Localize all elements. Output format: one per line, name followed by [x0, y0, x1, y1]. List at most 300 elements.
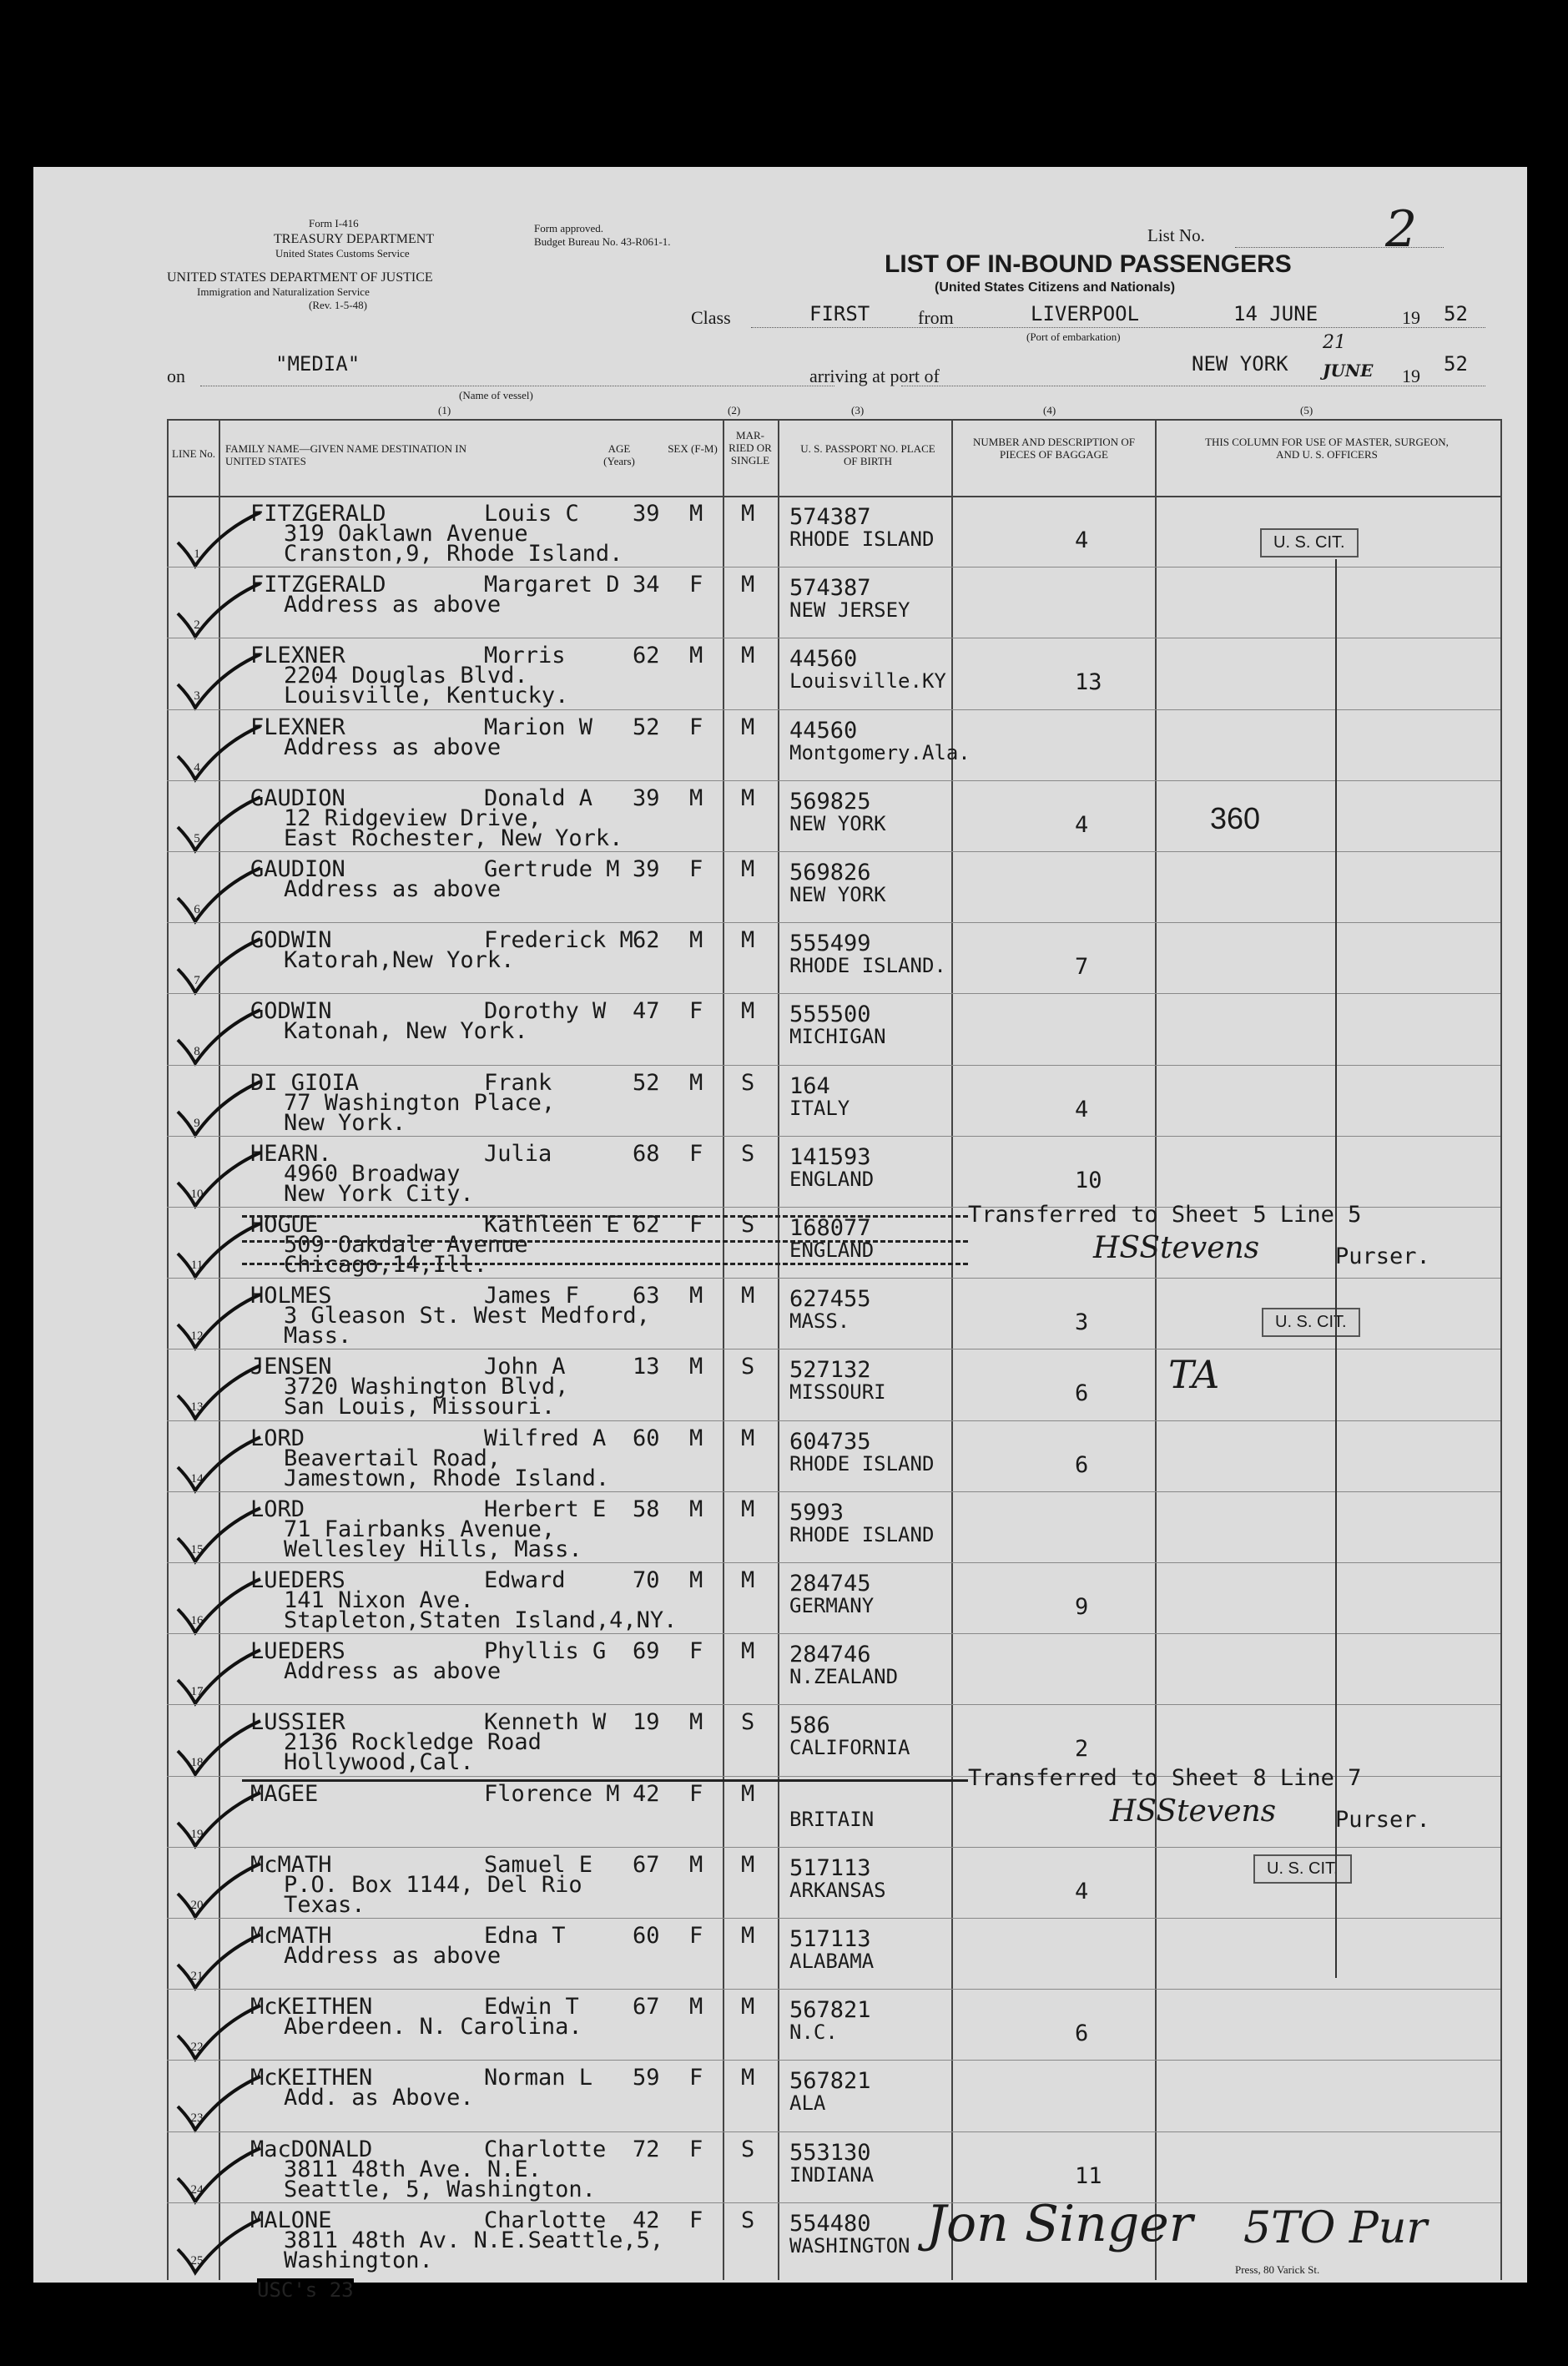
- family-name: HOGUE: [250, 1212, 319, 1238]
- departure-day: 14 JUNE: [1233, 302, 1318, 325]
- place-of-birth: Louisville.KY: [789, 669, 946, 694]
- address-line-1: Address as above: [284, 1943, 502, 1969]
- checkmark-icon: [174, 1005, 265, 1072]
- family-name: LUSSIER: [250, 1709, 345, 1736]
- checkmark-icon: [174, 1788, 265, 1854]
- place-of-birth: RHODE ISLAND: [789, 1451, 935, 1476]
- given-name: Edna T: [484, 1923, 566, 1949]
- row-divider: [167, 2060, 1500, 2061]
- us-cit-stamp: U. S. CIT.: [1262, 1308, 1360, 1337]
- checkmark-icon: [174, 507, 265, 574]
- age: 67: [633, 1851, 660, 1878]
- printer-credit: Press, 80 Varick St.: [1235, 2263, 1320, 2276]
- transfer-note-19: Transferred to Sheet 8 Line 7: [968, 1765, 1362, 1791]
- row-divider: [167, 1989, 1500, 1990]
- vessel-name: "MEDIA": [275, 352, 360, 376]
- line-number: 3: [194, 689, 200, 704]
- address-line-2: Jamestown, Rhode Island.: [284, 1465, 610, 1491]
- passport-number: 553130: [789, 2139, 871, 2166]
- age: 58: [633, 1496, 660, 1522]
- checkmark-icon: [174, 1148, 265, 1214]
- address-line-2: Washington.: [284, 2247, 433, 2273]
- address-line-1: Katonah, New York.: [284, 1018, 528, 1045]
- family-name: MAGEE: [250, 1780, 319, 1807]
- given-name: Herbert E: [484, 1496, 607, 1522]
- officer-note-ta: TA: [1168, 1352, 1220, 1397]
- manifest-page: [33, 167, 1527, 2283]
- sex: F: [689, 1923, 703, 1949]
- line-number: 10: [190, 1187, 204, 1201]
- marital-status: S: [741, 1709, 755, 1736]
- family-name: LORD: [250, 1496, 305, 1522]
- passport-number: 517113: [789, 1854, 871, 1881]
- place-of-birth: ITALY: [789, 1096, 850, 1120]
- age: 68: [633, 1140, 660, 1167]
- list-no-value: 2: [1385, 200, 1418, 259]
- address-line-1: 71 Fairbanks Avenue,: [284, 1516, 556, 1542]
- family-name: FITZGERALD: [250, 501, 386, 527]
- given-name: Frederick M: [484, 927, 633, 954]
- checkmark-icon: [174, 1716, 265, 1783]
- row-divider: [167, 1633, 1500, 1634]
- age: 39: [633, 501, 660, 527]
- family-name: GODWIN: [250, 927, 332, 954]
- family-name: MALONE: [250, 2207, 332, 2233]
- address-line-1: Address as above: [284, 1658, 502, 1685]
- baggage-count: 4: [1075, 1878, 1089, 1904]
- place-of-birth: ALA: [789, 2091, 826, 2116]
- passport-number: 586: [789, 1713, 830, 1739]
- address-line-1: 509 Oakdale Avenue: [284, 1232, 528, 1258]
- checkmark-icon: [174, 863, 265, 930]
- address-line-1: Beavertail Road,: [284, 1445, 502, 1471]
- marital-status: M: [741, 2065, 755, 2091]
- place-of-birth: NEW YORK: [789, 883, 886, 906]
- place-of-birth: RHODE ISLAND: [789, 527, 935, 551]
- marital-status: M: [741, 1496, 755, 1522]
- given-name: Kenneth W: [484, 1709, 607, 1736]
- passport-number: 569826: [789, 860, 871, 885]
- arrival-month: JUNE: [1323, 361, 1374, 381]
- place-of-birth: BRITAIN: [789, 1807, 875, 1831]
- given-name: Frank: [484, 1069, 552, 1096]
- given-name: Phyllis G: [484, 1638, 607, 1665]
- place-of-birth: WASHINGTON: [789, 2233, 910, 2258]
- address-line-2: Stapleton,Staten Island,4,NY.: [284, 1607, 678, 1633]
- family-name: McMATH: [250, 1923, 332, 1949]
- checkmark-icon: [174, 792, 265, 859]
- col-header-age: AGE (Years): [603, 442, 635, 467]
- doj: UNITED STATES DEPARTMENT OF JUSTICE: [167, 270, 433, 285]
- marital-status: M: [741, 1425, 755, 1451]
- checkmark-icon: [174, 1432, 265, 1499]
- age: 19: [633, 1709, 660, 1736]
- family-name: FLEXNER: [250, 643, 345, 669]
- line-number: 4: [194, 760, 200, 774]
- place-of-birth: RHODE ISLAND: [789, 1522, 935, 1546]
- line-number: 25: [190, 2253, 204, 2268]
- passport-number: 567821: [789, 1997, 871, 2024]
- place-of-birth: ENGLAND: [789, 1167, 875, 1191]
- row-divider: [167, 2131, 1500, 2132]
- family-name: LORD: [250, 1425, 305, 1451]
- age: 60: [633, 1425, 660, 1451]
- col-header-baggage: NUMBER AND DESCRIPTION OF PIECES OF BAGGAGE: [973, 436, 1135, 461]
- address-line-1: 12 Ridgeview Drive,: [284, 805, 542, 831]
- passport-number: 555499: [789, 931, 871, 957]
- from-label: from: [918, 307, 954, 328]
- marital-status: M: [741, 1780, 755, 1807]
- checkmark-icon: [174, 1574, 265, 1641]
- line-number: 15: [190, 1542, 204, 1556]
- family-name: LUEDERS: [250, 1567, 345, 1593]
- arrival-year: 52: [1444, 352, 1468, 376]
- place-of-birth: RHODE ISLAND.: [789, 954, 946, 978]
- age: 52: [633, 1069, 660, 1096]
- line-number: 7: [194, 974, 200, 988]
- given-name: Edward: [484, 1567, 566, 1593]
- line-number: 20: [190, 1898, 204, 1912]
- col-num: (5): [1300, 404, 1313, 416]
- given-name: Edwin T: [484, 1994, 579, 2020]
- place-of-birth: ARKANSAS: [789, 1878, 886, 1902]
- sex: M: [689, 784, 703, 811]
- address-line-1: 2136 Rockledge Road: [284, 1729, 542, 1756]
- place-of-birth: Montgomery.Ala.: [789, 740, 971, 764]
- us-cit-stamp: U. S. CIT.: [1260, 528, 1359, 557]
- age: 59: [633, 2065, 660, 2091]
- given-name: Charlotte: [484, 2136, 607, 2162]
- arrival-year-prefix: 19: [1402, 366, 1420, 386]
- sex: M: [689, 1567, 703, 1593]
- line-number: 16: [190, 1614, 204, 1627]
- marital-status: M: [741, 1638, 755, 1665]
- form-number: Form I-416: [309, 217, 359, 230]
- line-number: 17: [190, 1685, 204, 1699]
- row-divider: [167, 1136, 1500, 1137]
- address-line-1: 4960 Broadway: [284, 1160, 461, 1187]
- age: 42: [633, 2207, 660, 2233]
- line-number: 11: [190, 1259, 204, 1272]
- age: 62: [633, 927, 660, 954]
- col-header-married: MAR-RIED OR SINGLE: [729, 429, 772, 467]
- checkmark-icon: [174, 1289, 265, 1356]
- line-number: 14: [190, 1471, 204, 1486]
- class-value: FIRST: [809, 302, 870, 325]
- baggage-count: 9: [1075, 1594, 1089, 1620]
- row-divider: [167, 922, 1500, 923]
- marital-status: M: [741, 927, 755, 954]
- place-of-birth: CALIFORNIA: [789, 1736, 910, 1760]
- age: 39: [633, 856, 660, 882]
- age: 63: [633, 1283, 660, 1309]
- row-divider: [167, 1491, 1500, 1492]
- address-line-2: Wellesley Hills, Mass.: [284, 1536, 582, 1562]
- place-of-birth: MASS.: [789, 1309, 850, 1334]
- ins: Immigration and Naturalization Service: [197, 285, 370, 298]
- vessel-note: (Name of vessel): [459, 389, 533, 401]
- family-name: HOLMES: [250, 1283, 332, 1309]
- place-of-birth: NEW JERSEY: [789, 598, 910, 623]
- place-of-birth: MISSOURI: [789, 1380, 886, 1405]
- family-name: JENSEN: [250, 1354, 332, 1380]
- sex: M: [689, 927, 703, 954]
- checkmark-icon: [174, 1503, 265, 1570]
- baggage-count: 6: [1075, 2020, 1089, 2047]
- address-line-2: New York.: [284, 1109, 406, 1136]
- marital-status: M: [741, 643, 755, 669]
- family-name: McKEITHEN: [250, 1994, 373, 2020]
- passport-number: 574387: [789, 504, 871, 530]
- baggage-count: 13: [1075, 669, 1102, 696]
- sex: M: [689, 1069, 703, 1096]
- passport-number: 164: [789, 1072, 830, 1099]
- family-name: GAUDION: [250, 856, 345, 882]
- form-approved: Form approved.: [534, 222, 604, 235]
- marital-status: M: [741, 998, 755, 1025]
- sex: M: [689, 1354, 703, 1380]
- family-name: FLEXNER: [250, 714, 345, 740]
- passport-number: 574387: [789, 575, 871, 602]
- col-num: (1): [438, 404, 451, 416]
- place-of-birth: ENGLAND: [789, 1238, 875, 1262]
- address-line-2: Seattle, 5, Washington.: [284, 2176, 596, 2202]
- place-of-birth: INDIANA: [789, 2162, 875, 2187]
- officer-signature: Jon Singer: [926, 2195, 1193, 2253]
- passport-number: 284746: [789, 1642, 871, 1668]
- purser-signature-19: HSStevens: [1110, 1794, 1277, 1829]
- address-line-1: Address as above: [284, 876, 502, 902]
- port-embark-note: (Port of embarkation): [1026, 330, 1121, 343]
- address-line-1: 3720 Washington Blvd,: [284, 1374, 569, 1400]
- place-of-birth: ALABAMA: [789, 1950, 875, 1973]
- sex: F: [689, 998, 703, 1025]
- checkmark-icon: [174, 934, 265, 1001]
- age: 42: [633, 1780, 660, 1807]
- marital-status: M: [741, 1923, 755, 1949]
- age: 72: [633, 2136, 660, 2162]
- baggage-count: 7: [1075, 954, 1089, 981]
- revision: (Rev. 1-5-48): [309, 299, 367, 311]
- place-of-birth: N.ZEALAND: [789, 1665, 899, 1689]
- sex: M: [689, 1851, 703, 1878]
- given-name: Marion W: [484, 714, 593, 740]
- passport-number: 5993: [789, 1499, 845, 1526]
- family-name: LUEDERS: [250, 1638, 345, 1665]
- checkmark-icon: [174, 1360, 265, 1427]
- page-subtitle: (United States Citizens and Nationals): [935, 280, 1176, 295]
- age: 62: [633, 643, 660, 669]
- line-number: 5: [194, 831, 200, 845]
- row-divider: [167, 709, 1500, 710]
- address-line-1: 77 Washington Place,: [284, 1089, 556, 1116]
- marital-status: M: [741, 784, 755, 811]
- customs-service: United States Customs Service: [275, 247, 410, 260]
- col-header-sex: SEX (F-M): [668, 442, 718, 455]
- address-line-1: Katorah,New York.: [284, 947, 515, 974]
- sex: F: [689, 572, 703, 598]
- row-divider: [167, 851, 1500, 852]
- arrival-port: NEW YORK: [1192, 352, 1288, 376]
- address-line-1: P.O. Box 1144, Del Rio: [284, 1871, 582, 1898]
- checkmark-icon: [174, 2214, 265, 2281]
- marital-status: S: [741, 1354, 755, 1380]
- address-line-1: Aberdeen. N. Carolina.: [284, 2014, 582, 2041]
- family-name: HEARN.: [250, 1140, 332, 1167]
- sex: F: [689, 714, 703, 740]
- list-no-label: List No.: [1147, 225, 1205, 245]
- marital-status: M: [741, 1283, 755, 1309]
- departure-year-prefix: 19: [1402, 307, 1420, 328]
- checkmark-icon: [174, 1645, 265, 1712]
- baggage-count: 11: [1075, 2162, 1102, 2189]
- col-header-passport: U. S. PASSPORT NO. PLACE OF BIRTH: [800, 442, 935, 467]
- given-name: Samuel E: [484, 1851, 593, 1878]
- given-name: James F: [484, 1283, 579, 1309]
- arriving-label: arriving at port of: [809, 366, 940, 386]
- family-name: FITZGERALD: [250, 572, 386, 598]
- address-line-1: 319 Oaklawn Avenue: [284, 521, 528, 547]
- address-line-1: 141 Nixon Ave.: [284, 1587, 474, 1613]
- purser-label-11: Purser.: [1335, 1244, 1430, 1269]
- given-name: Kathleen E: [484, 1212, 620, 1238]
- line-number: 9: [194, 1116, 200, 1130]
- given-name: Norman L: [484, 2065, 593, 2091]
- address-line-1: 2204 Douglas Blvd.: [284, 663, 528, 689]
- marital-status: S: [741, 2136, 755, 2162]
- row-divider: [167, 1420, 1500, 1421]
- baggage-count: 2: [1075, 1736, 1089, 1763]
- sex: F: [689, 1638, 703, 1665]
- checkmark-icon: [174, 2000, 265, 2067]
- row-divider: [167, 1847, 1500, 1848]
- row-divider: [167, 1278, 1500, 1279]
- baggage-count: 3: [1075, 1309, 1089, 1336]
- line-number: 1: [194, 547, 200, 561]
- baggage-count: 6: [1075, 1451, 1089, 1478]
- address-line-1: Address as above: [284, 734, 502, 760]
- marital-status: S: [741, 1069, 755, 1096]
- row-divider: [167, 567, 1500, 568]
- marital-status: M: [741, 1851, 755, 1878]
- col-num: (3): [851, 404, 865, 416]
- family-name: McMATH: [250, 1851, 332, 1878]
- given-name: John A: [484, 1354, 566, 1380]
- sex: M: [689, 1425, 703, 1451]
- age: 13: [633, 1354, 660, 1380]
- passport-number: 44560: [789, 717, 858, 744]
- purser-signature-11: HSStevens: [1093, 1231, 1260, 1265]
- line-number: 22: [190, 2041, 204, 2055]
- given-name: Wilfred A: [484, 1425, 607, 1451]
- row-divider: [167, 1704, 1500, 1705]
- checkmark-icon: [174, 1218, 265, 1285]
- transfer-note-11: Transferred to Sheet 5 Line 5: [968, 1202, 1362, 1228]
- address-line-2: Texas.: [284, 1891, 366, 1918]
- footer-label: USC's 23: [257, 2278, 354, 2302]
- age: 39: [633, 784, 660, 811]
- age: 62: [633, 1212, 660, 1238]
- line-number: 23: [190, 2111, 204, 2126]
- sex: F: [689, 1780, 703, 1807]
- on-label: on: [167, 366, 185, 386]
- address-line-2: Louisville, Kentucky.: [284, 683, 569, 709]
- checkmark-icon: [174, 578, 265, 645]
- baggage-count: 4: [1075, 811, 1089, 838]
- line-number: 8: [194, 1045, 200, 1059]
- age: 70: [633, 1567, 660, 1593]
- sex: M: [689, 1283, 703, 1309]
- address-line-1: 3811 48th Av. N.E.Seattle,5,: [284, 2227, 664, 2253]
- sex: F: [689, 1212, 703, 1238]
- place-of-birth: MICHIGAN: [789, 1025, 886, 1049]
- age: 60: [633, 1923, 660, 1949]
- passport-number: 627455: [789, 1286, 871, 1313]
- address-line-2: Chicago,14,Ill.: [284, 1252, 487, 1278]
- from-value: LIVERPOOL: [1031, 302, 1140, 325]
- page-title: LIST OF IN-BOUND PASSENGERS: [885, 250, 1292, 278]
- sex: M: [689, 1496, 703, 1522]
- baggage-count: 4: [1075, 1096, 1089, 1122]
- sex: F: [689, 1140, 703, 1167]
- passport-number: 527132: [789, 1357, 871, 1384]
- checkmark-icon: [174, 721, 265, 788]
- us-cit-stamp: U. S. CIT.: [1253, 1854, 1352, 1884]
- line-number: 12: [190, 1329, 204, 1344]
- row-divider: [167, 780, 1500, 781]
- col-num: (2): [728, 404, 741, 416]
- sex: F: [689, 856, 703, 882]
- passport-number: 517113: [789, 1926, 871, 1952]
- row-divider: [167, 1918, 1500, 1919]
- marital-status: M: [741, 856, 755, 882]
- passport-number: 569825: [789, 788, 871, 815]
- given-name: Julia: [484, 1140, 552, 1167]
- family-name: GAUDION: [250, 784, 345, 811]
- sex: M: [689, 1994, 703, 2020]
- age: 52: [633, 714, 660, 740]
- sex: F: [689, 2065, 703, 2091]
- baggage-count: 4: [1075, 527, 1089, 553]
- family-name: MacDONALD: [250, 2136, 373, 2162]
- address-line-2: East Rochester, New York.: [284, 825, 623, 851]
- address-line-2: New York City.: [284, 1180, 474, 1207]
- purser-label-19: Purser.: [1335, 1807, 1430, 1833]
- line-number: 6: [194, 903, 200, 916]
- line-number: 24: [190, 2182, 204, 2197]
- marital-status: M: [741, 572, 755, 598]
- line-number: 21: [190, 1970, 204, 1983]
- given-name: Louis C: [484, 501, 579, 527]
- passport-number: 141593: [789, 1143, 871, 1170]
- age: 67: [633, 1994, 660, 2020]
- checkmark-icon: [174, 1077, 265, 1143]
- sex: F: [689, 2136, 703, 2162]
- address-line-2: San Louis, Missouri.: [284, 1394, 556, 1420]
- col-num: (4): [1043, 404, 1056, 416]
- departure-year: 52: [1444, 302, 1468, 325]
- marital-status: M: [741, 1994, 755, 2020]
- passport-number: 44560: [789, 646, 858, 673]
- col-header-name: FAMILY NAME—GIVEN NAME DESTINATION IN UNITED STATES: [225, 442, 467, 467]
- checkmark-icon: [174, 1930, 265, 1996]
- arrival-day: 21: [1323, 332, 1346, 353]
- baggage-count: 10: [1075, 1167, 1102, 1193]
- line-number: 19: [190, 1827, 204, 1841]
- address-line-2: Hollywood,Cal.: [284, 1749, 474, 1776]
- family-name: DI GIOIA: [250, 1069, 360, 1096]
- age: 34: [633, 572, 660, 598]
